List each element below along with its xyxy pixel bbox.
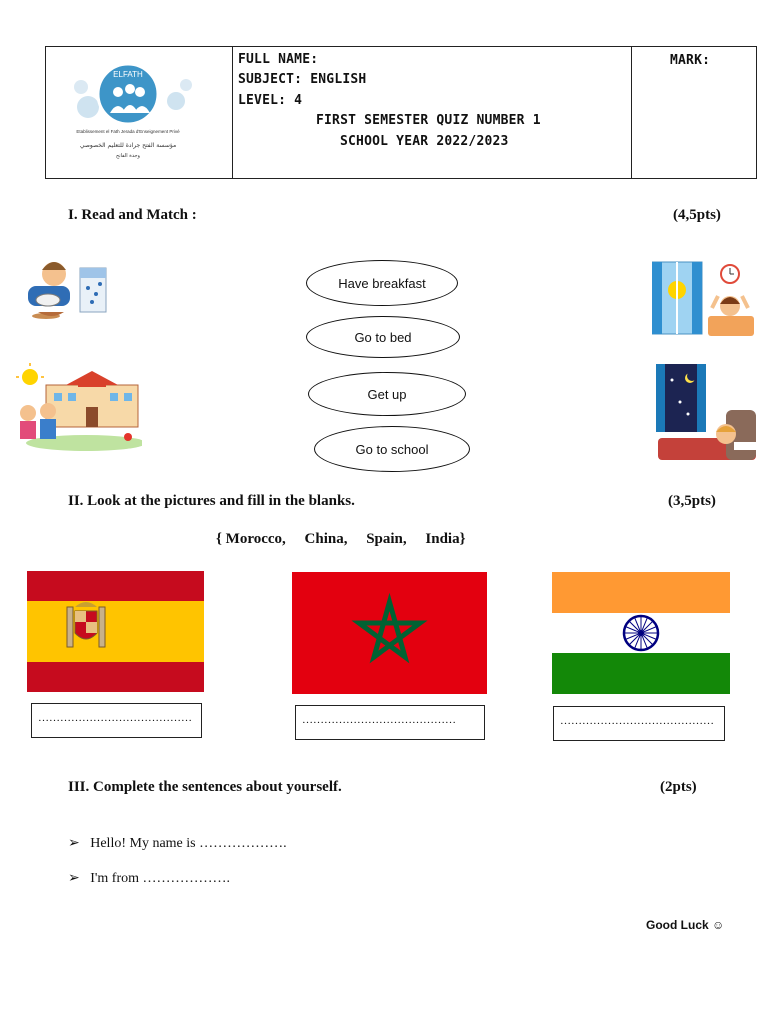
school-logo-cell — [46, 47, 233, 178]
section1-points: (4,5pts) — [673, 207, 721, 223]
spain-answer-box[interactable]: …………………………………… — [31, 703, 202, 738]
section2-title: II. Look at the pictures and fill in the blanks. — [68, 493, 355, 509]
mark-label: MARK: — [670, 53, 711, 68]
waking-up-picture — [652, 260, 756, 340]
subject-label: SUBJECT: ENGLISH — [238, 72, 367, 87]
good-luck: Good Luck ☺ — [646, 918, 725, 932]
phrase-oval-go-to-school[interactable]: Go to school — [314, 426, 470, 472]
sentence-1-text: Hello! My name is ………………. — [90, 836, 287, 851]
section3-points: (2pts) — [660, 779, 697, 795]
sentence-2[interactable] — [68, 870, 230, 887]
svg-text:Etablissement el Fath Jerada d: Etablissement el Fath Jerada d'Enseignement Privé — [76, 129, 180, 134]
word-bank: { Morocco, China, Spain, India} — [216, 531, 466, 547]
morocco-answer-box[interactable]: …………………………………… — [295, 705, 485, 740]
sentence-1[interactable] — [68, 835, 287, 852]
school-logo — [46, 47, 232, 180]
ashoka-chakra-icon — [624, 616, 658, 650]
svg-text:ELFATH: ELFATH — [113, 70, 143, 79]
section3-title: III. Complete the sentences about yourself. — [68, 779, 342, 795]
section2-points: (3,5pts) — [668, 493, 716, 509]
full-name-label: FULL NAME: — [238, 52, 319, 67]
header-table — [45, 46, 757, 179]
quiz-title: FIRST SEMESTER QUIZ NUMBER 1 — [316, 113, 541, 128]
india-answer-box[interactable]: …………………………………… — [553, 706, 725, 741]
phrase-oval-have-breakfast[interactable]: Have breakfast — [306, 260, 458, 306]
svg-text:وجدة الفاتح: وجدة الفاتح — [116, 153, 140, 159]
spain-flag — [27, 571, 204, 692]
phrase-oval-get-up[interactable]: Get up — [308, 372, 466, 416]
level-label: LEVEL: 4 — [238, 93, 303, 108]
school-picture — [6, 363, 142, 453]
sleeping-picture — [654, 362, 758, 470]
svg-text:مؤسسة الفتح جرادة للتعليم الخص: مؤسسة الفتح جرادة للتعليم الخصوصي — [79, 142, 177, 149]
breakfast-picture — [18, 254, 114, 324]
arrow-bullet-icon: ➢ — [68, 836, 80, 851]
phrase-oval-go-to-bed[interactable]: Go to bed — [306, 316, 460, 358]
arrow-bullet-icon: ➢ — [68, 871, 80, 886]
school-year: SCHOOL YEAR 2022/2023 — [340, 134, 509, 149]
mark-cell[interactable] — [631, 47, 757, 178]
section1-title: I. Read and Match : — [68, 207, 197, 223]
sentence-2-text: I'm from ………………. — [90, 871, 231, 886]
india-flag — [552, 572, 730, 694]
morocco-flag — [292, 572, 487, 694]
